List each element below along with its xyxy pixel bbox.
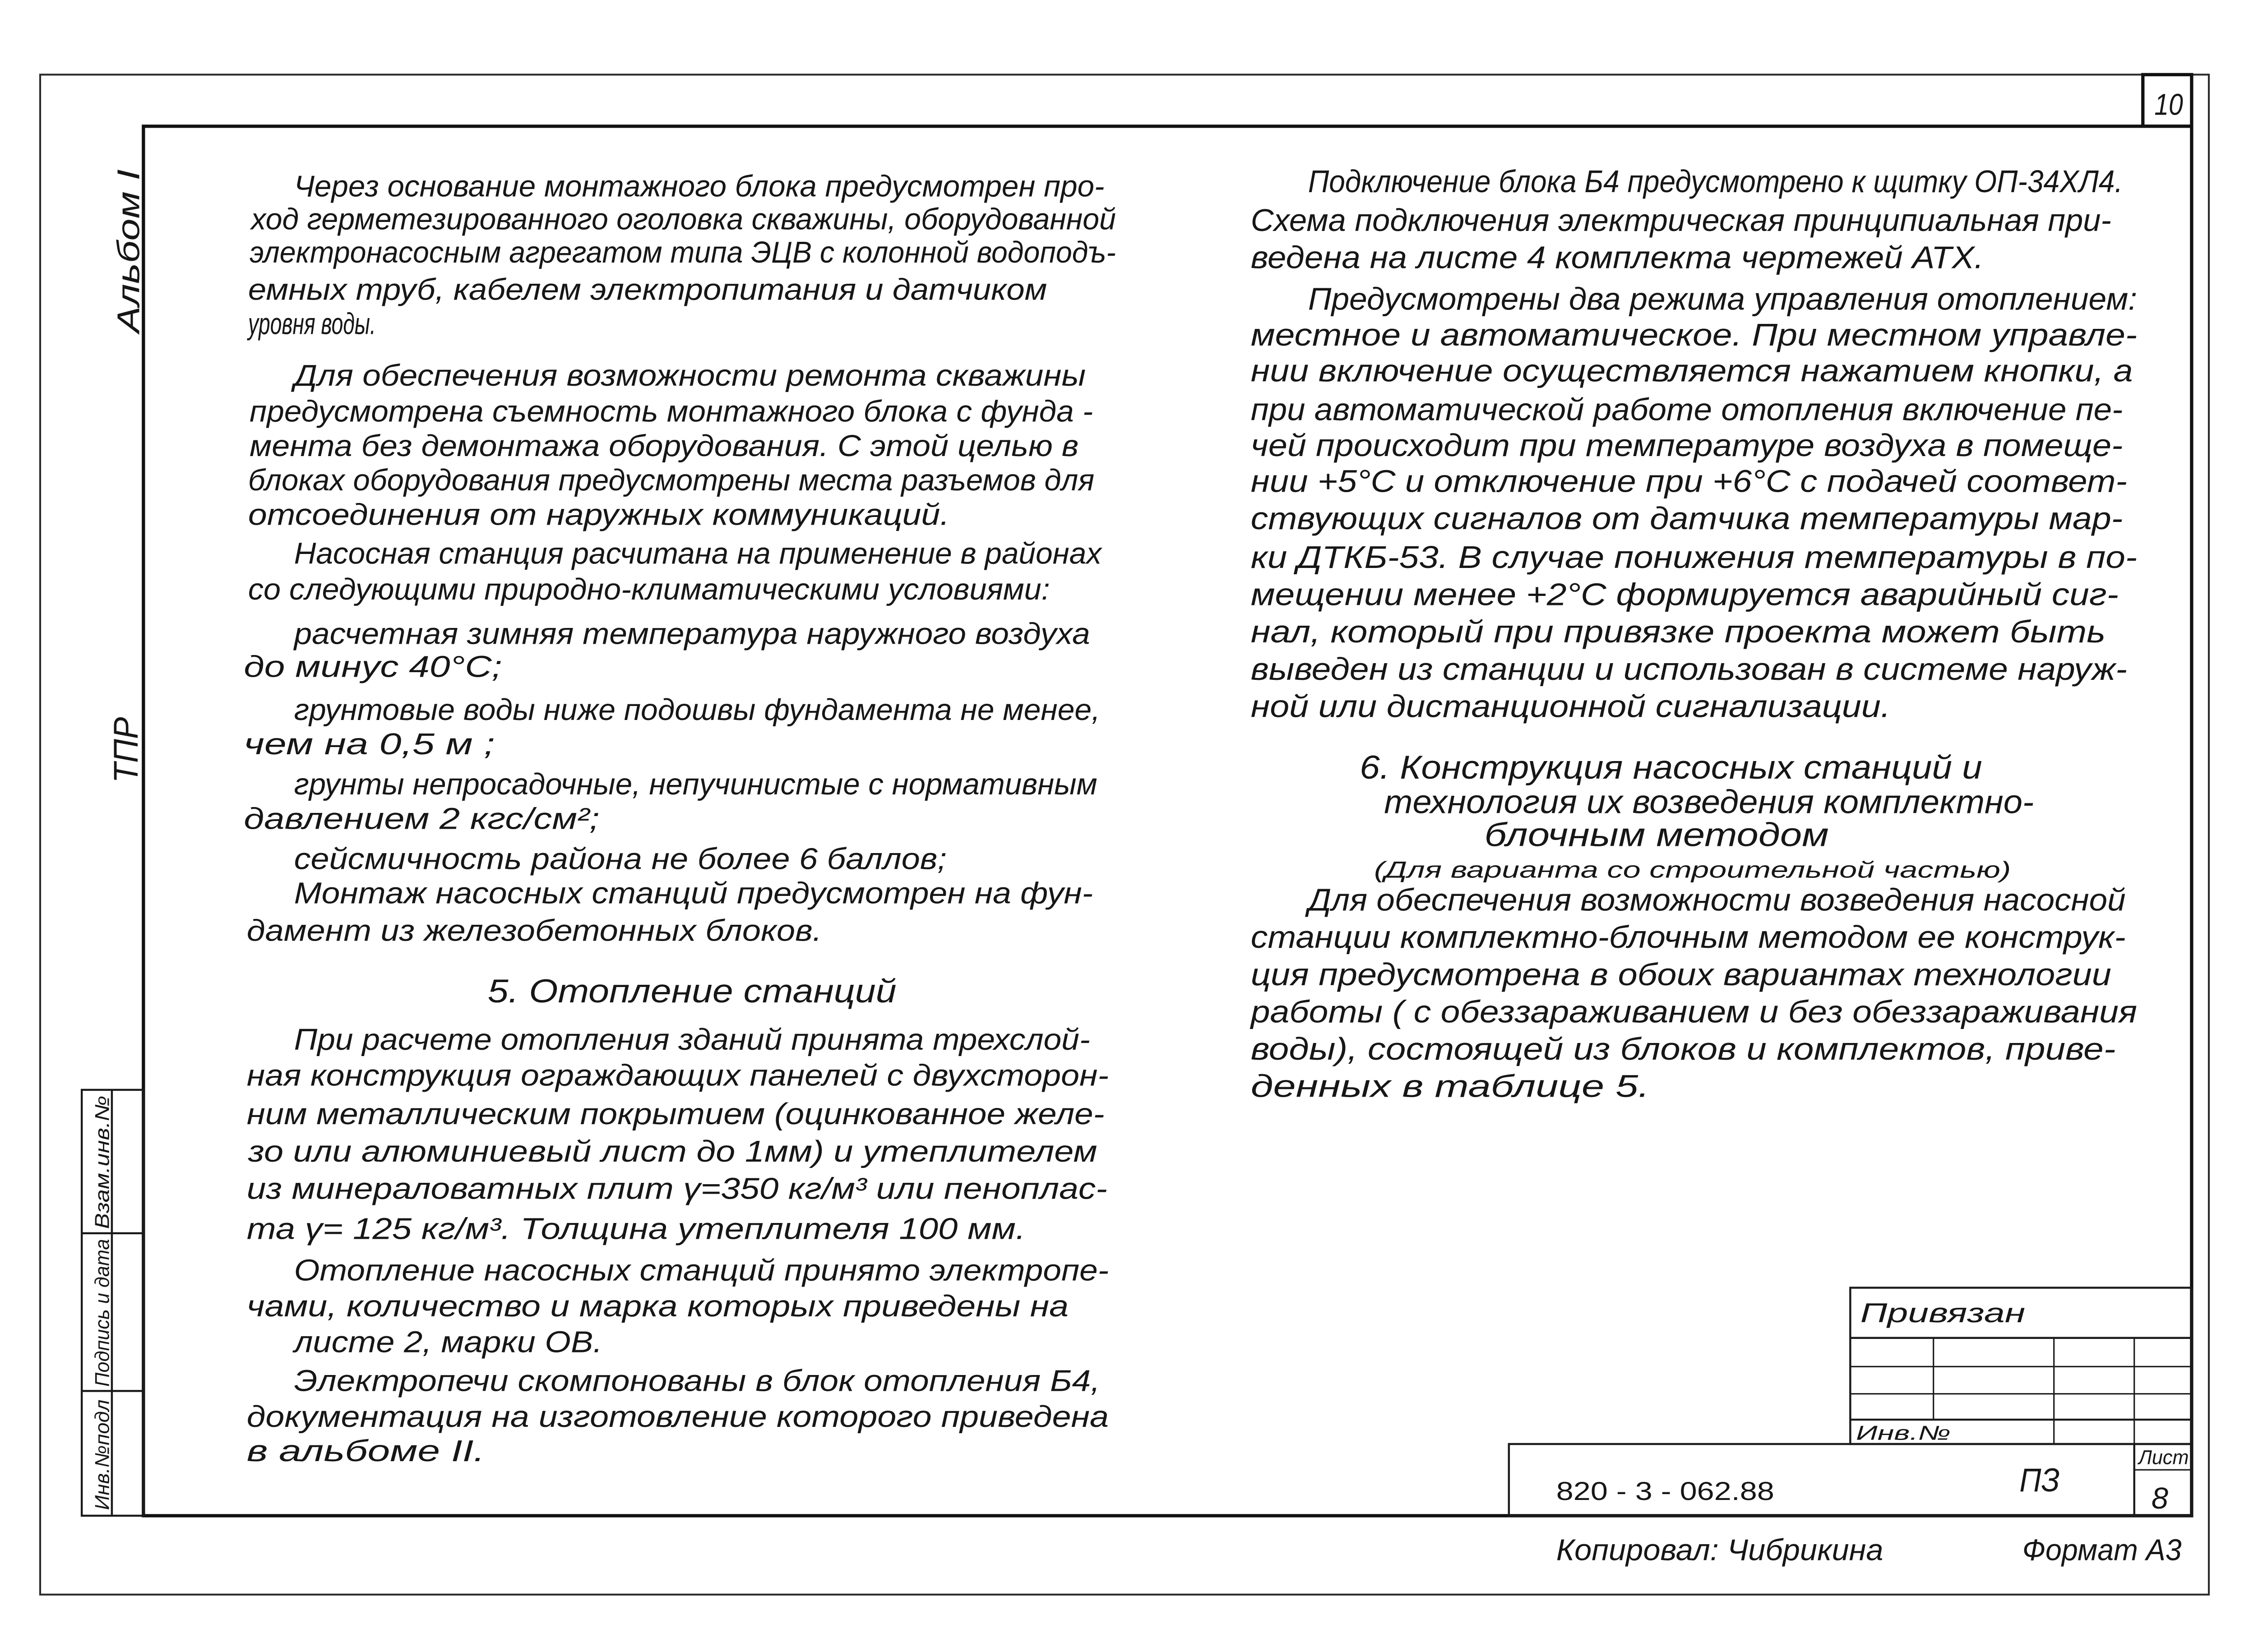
right-column-line: ведена на листе 4 комплекта чертежей АТХ. [1250,240,1984,275]
right-column-line: чей происходит при температуре воздуха в помеще- [1250,427,2123,463]
section6-line: Для обеспечения возможности возведения насосной [1305,882,2126,918]
stamp-table [82,1090,143,1516]
section5-line: ним металлическим покрытием (оцинкованное желе- [246,1098,1105,1131]
left-column-line: мента без демонтажа оборудования. С этой целью в [250,429,1079,463]
section5-line: При расчете отопления зданий принята трехслой- [294,1023,1090,1057]
left-column-line: Насосная станция расчитана на применение в районах [294,537,1103,571]
left-column-line: Для обеспечения возможности ремонта скважины [290,359,1086,393]
left-column-line: грунтовые воды ниже подошвы фундамента не менее, [294,693,1100,727]
section6-line: работы ( с обеззараживанием и без обеззараживания [1249,994,2138,1029]
right-column-line: при автоматической работе отопления включение пе- [1250,392,2123,427]
left-column-line: чем на 0,5 м ; [244,728,495,761]
section6-line: денных в таблице 5. [1250,1068,1650,1104]
right-column-line: мещении менее +2°С формируется аварийный сиг- [1250,577,2119,612]
inv-label: Инв.№ [1856,1422,1951,1444]
section5-line: Электропечи скомпонованы в блок отопления Б4, [294,1364,1100,1398]
right-column-line: нии +5°С и отключение при +6°С с подачей соответ- [1250,463,2127,499]
section6-heading-line: 6. Конструкция насосных станций и [1360,749,1982,786]
left-column-line: электронасосным агрегатом типа ЭЦВ с колонной водоподъ- [250,235,1116,269]
section6-heading-line: блочным методом [1484,817,1829,854]
left-column-line: грунты непросадочные, непучинистые с нормативным [294,768,1097,802]
section5-line: в альбоме II. [246,1435,485,1468]
left-column-line: Монтаж насосных станций предусмотрен на фун- [294,877,1093,910]
right-column-line: ствующих сигналов от датчика температуры мар- [1250,501,2123,536]
section5-line: Отопление насосных станций принято электропе- [294,1254,1109,1287]
section5-line: документация на изготовление которого приведена [246,1400,1109,1434]
sheet-label: Лист [2137,1446,2189,1469]
copied-by: Копировал: Чибрикина [1556,1533,1883,1567]
left-column-line: со следующими природно-климатическими условиями: [248,572,1050,606]
left-column-line: отсоединения от наружных коммуникаций. [248,498,950,532]
album-label: Альбом I [111,203,146,333]
left-column-line: до минус 40°С; [244,650,502,684]
left-column-line: ход герметезированного оголовка скважины, оборудованной [250,203,1116,236]
document-designation: 820 - 3 - 062.88 [1556,1477,1774,1506]
section5-line: та γ= 125 кг/м³. Толщина утеплителя 100 мм. [246,1212,1026,1246]
left-column [244,170,1116,1468]
right-column-line: Схема подключения электрическая принципиальная при- [1250,202,2111,238]
sheet-format: Формат А3 [2022,1533,2182,1567]
right-column-line: Подключение блока Б4 предусмотрено к щитку ОП-34ХЛ4. [1308,164,2123,199]
left-column-line: уровня воды. [247,307,376,341]
section6-line: ция предусмотрена в обоих вариантах технологии [1250,956,2111,992]
left-column-line: Через основание монтажного блока предусмотрен про- [294,170,1105,203]
section5-line: чами, количество и марка которых приведены на [246,1290,1069,1324]
right-column-line: Предусмотрены два режима управления отоплением: [1308,281,2138,317]
right-column-line: местное и автоматическое. При местном управле- [1250,317,2138,353]
document-code: ПЗ [2019,1462,2060,1499]
section5-heading: 5. Отопление станций [487,973,897,1010]
linked-label: Привязан [1860,1297,2026,1328]
series-label: ТПР [107,714,146,783]
stamp-label-sign-date: Подпись и дата [91,1235,114,1387]
left-column-line: емных труб, кабелем электропитания и датчиком [248,273,1047,307]
left-column-line: сейсмичность района не более 6 баллов; [294,842,947,876]
stamp-label-replaces-inv: Взам.инв.№ [91,1116,114,1229]
section6-subheading: (Для варианта со строительной частью) [1374,857,2011,883]
section6-heading-line: технология их возведения комплектно- [1384,784,2034,821]
left-column-line: дамент из железобетонных блоков. [246,914,822,948]
right-column-line: ки ДТКБ-53. В случае понижения температуры в по- [1250,539,2138,575]
right-column [1250,164,2138,1104]
right-column-line: выведен из станции и использован в системе наруж- [1250,651,2127,687]
stamp-label-inv-orig: Инв.№подл [91,1402,114,1510]
left-column-line: блоках оборудования предусмотрены места разъемов для [248,464,1095,498]
page-number: 10 [2154,88,2183,122]
right-column-line: нии включение осуществляется нажатием кнопки, а [1250,353,2133,388]
linked-block [1850,1288,2192,1444]
left-column-line: предусмотрена съемность монтажного блока с фунда - [250,395,1093,429]
right-column-line: нал, который при привязке проекта может быть [1250,614,2106,650]
section6-line: станции комплектно-блочным методом ее конструк- [1250,919,2126,955]
section6-line: воды), состоящей из блоков и комплектов, приве- [1250,1031,2116,1067]
title-block [1509,1444,2192,1516]
sheet-number: 8 [2151,1481,2168,1515]
right-column-line: ной или дистанционной сигнализации. [1250,688,1891,724]
left-column-line: расчетная зимняя температура наружного воздуха [293,617,1090,651]
section5-line: зо или алюминиевый лист до 1мм) и утеплителем [247,1135,1097,1168]
section5-line: из минераловатных плит γ=350 кг/м³ или пеноплас- [246,1172,1107,1206]
section5-line: ная конструкция ограждающих панелей с двухсторон- [246,1059,1109,1093]
left-column-line: давлением 2 кгс/см²; [244,802,600,836]
section5-line: листе 2, марки ОВ. [292,1325,602,1359]
